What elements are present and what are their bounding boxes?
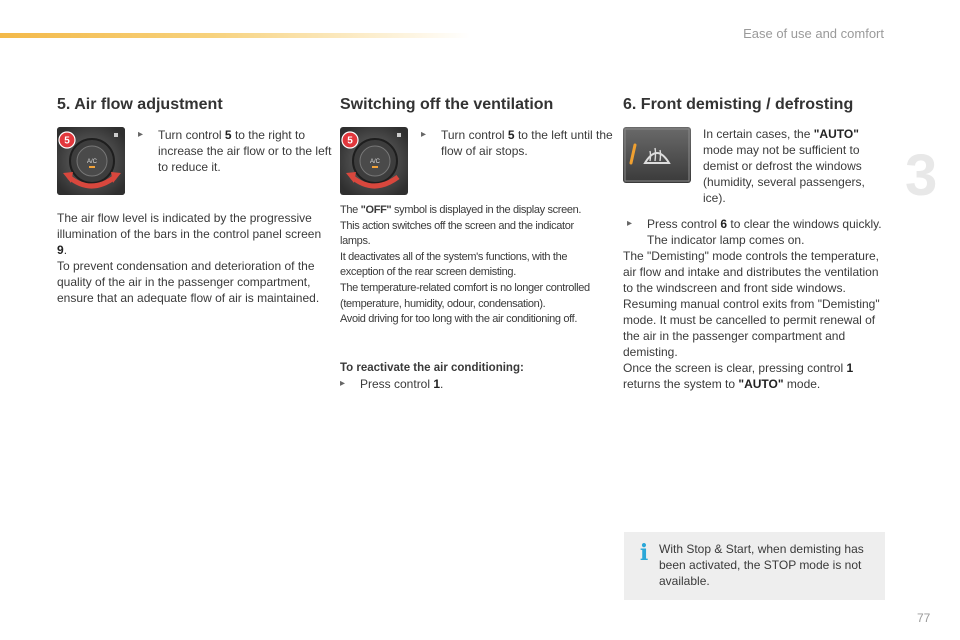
- air-flow-section: [57, 96, 322, 114]
- info-icon: i: [639, 540, 649, 566]
- demisting-intro: In certain cases, the "AUTO" mode may not be sufficient to demist or defrost the windows (humidity, several passengers, ice).: [703, 127, 865, 205]
- ventilation-off-instruction: ▸ Turn control 5 to the left until the flow of air stops.: [421, 128, 613, 158]
- air-flow-control-image: [57, 127, 125, 195]
- air-flow-description: [57, 210, 322, 306]
- reactivate-instruction: ▸ Press control 1.: [340, 377, 444, 391]
- demisting-control-image: [623, 127, 691, 183]
- demisting-section: [623, 96, 888, 114]
- demisting-instruction: ▸ Press control 6 to clear the windows quickly. The indicator lamp comes on.: [627, 217, 882, 247]
- bullet-arrow-icon: ▸: [421, 129, 427, 140]
- ventilation-off-section: [340, 96, 602, 114]
- reactivate-section: [340, 360, 602, 392]
- ventilation-off-title: Switching off the ventilation: [340, 96, 554, 113]
- detail-line-4: The temperature-related comfort is no longer controlled (temperature, humidity, odour, condensation).: [340, 281, 590, 310]
- demisting-para-1: The "Demisting" mode controls the temperature, air flow and intake and distributes the ventilation to the windscreen and front side windows.: [623, 249, 879, 295]
- ventilation-control-image: [340, 127, 408, 195]
- ac-label: A/C: [86, 159, 98, 165]
- air-flow-para-1: The air flow level is indicated by the progressive illumination of the bars in the control panel screen 9.: [57, 211, 322, 257]
- section-title: Ease of use and comfort: [743, 26, 884, 41]
- info-text: With Stop & Start, when demisting has been activated, the STOP mode is not available.: [659, 542, 864, 588]
- info-box: [624, 532, 885, 600]
- demisting-para-2: Resuming manual control exits from "Demisting" mode. It must be cancelled to permit renewal of the air in the passenger compartment and demisting.: [623, 297, 880, 359]
- demisting-description: [623, 248, 885, 392]
- air-flow-para-2: To prevent condensation and deterioration of the quality of the air in the passenger compartment, ensure that an adequate flow of air is maintained.: [57, 259, 320, 305]
- demisting-para-3: Once the screen is clear, pressing control 1 returns the system to "AUTO" mode.: [623, 361, 854, 391]
- demisting-title: 6. Front demisting / defrosting: [623, 96, 854, 113]
- page-number: 77: [917, 611, 931, 625]
- detail-line-1: The "OFF" symbol is displayed in the display screen.: [340, 204, 582, 216]
- control-5-badge: 5: [64, 135, 70, 147]
- chapter-number: 3: [905, 143, 938, 208]
- bullet-arrow-icon: ▸: [627, 218, 633, 229]
- air-flow-instruction: ▸ Turn control 5 to the right to increase the air flow or to the left to reduce it.: [138, 128, 332, 174]
- air-flow-title: 5. Air flow adjustment: [57, 96, 223, 113]
- detail-line-2: This action switches off the screen and the indicator lamps.: [340, 219, 574, 248]
- ventilation-off-details: [340, 203, 602, 328]
- bullet-arrow-icon: ▸: [340, 378, 346, 389]
- detail-line-3: It deactivates all of the system's functions, with the exception of the rear screen demisting.: [340, 250, 568, 279]
- bullet-arrow-icon: ▸: [138, 129, 144, 140]
- reactivate-title: To reactivate the air conditioning:: [340, 362, 524, 374]
- control-5-badge: 5: [347, 135, 353, 147]
- ac-label: A/C: [369, 159, 381, 165]
- header-accent-bar: [0, 33, 470, 38]
- detail-line-5: Avoid driving for too long with the air conditioning off.: [340, 313, 578, 326]
